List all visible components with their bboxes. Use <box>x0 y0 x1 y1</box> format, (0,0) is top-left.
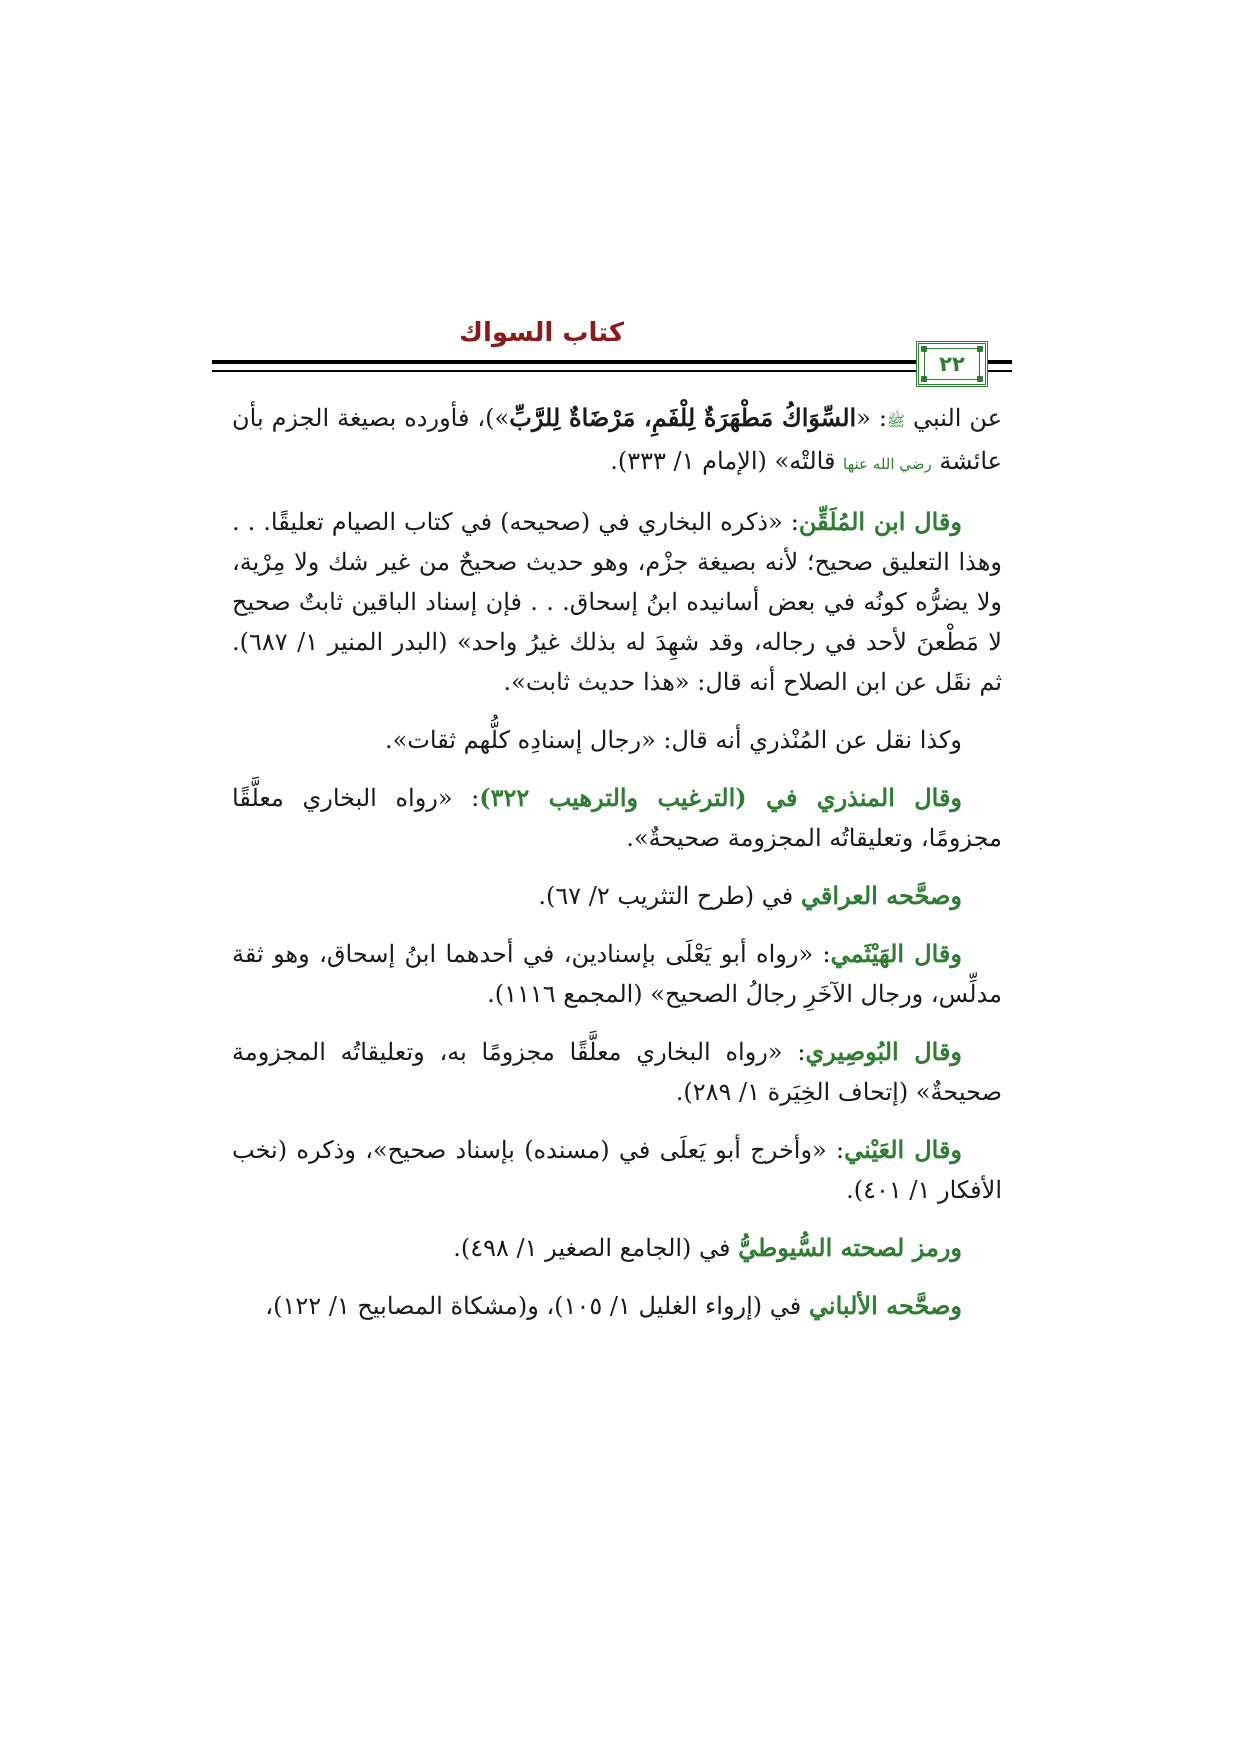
scholar-name: وقال المنذري في (الترغيب والترهيب ٣٢٢) <box>479 783 962 812</box>
paragraph-ibn-mulaqqin: وقال ابن المُلَقِّن: «ذكره البخاري في (صحيحه) في كتاب الصيام تعليقًا. . . وهذا التعليق صحيح؛ لأنه بصيغة جزْم، وهو حديث صحيحٌ من غير شك ولا مِرْية، ولا يضرُّه كونُه في بعض أسانيده ابنُ إسحاق. . . فإن إسناد الباقين ثابتٌ صحيح لا مَطْعنَ لأحد في رجاله، وقد شهِدَ له بذلك غيرُ واحد» (البدر المنير ١/ ٦٨٧). ثم نقَل عن ابن الصلاح أنه قال: «هذا حديث ثابت». <box>232 507 1002 696</box>
paragraph-suyuti: ورمز لصحته السُّيوطيُّ في (الجامع الصغير ١/ ٤٩٨). <box>453 1233 962 1262</box>
paragraph-albani: وصحَّحه الألباني في (إرواء الغليل ١/ ١٠٥)، و(مشكاة المصابيح ١/ ١٢٢)، <box>265 1291 962 1320</box>
scholar-name: وقال العَيْني <box>844 1135 963 1164</box>
paragraph-iraqi: وصحَّحه العراقي في (طرح التثريب ٢/ ٦٧). <box>538 881 962 910</box>
scholar-name: وقال ابن المُلَقِّن <box>798 507 962 536</box>
paragraph-haythami: وقال الهَيْثَمي: «رواه أبو يَعْلَى بإسنادين، في أحدهما ابنُ إسحاق، وهو ثقة مدلِّس، ورجال الآخَرِ رجالُ الصحيح» (المجمع ١١١٦). <box>232 939 1002 1008</box>
paragraph-hadith: عن النبي ﷺ: «السِّوَاكُ مَطْهَرَةٌ لِلْفَمِ، مَرْضَاةٌ لِلرَّبِّ»)، فأورده بصيغة الجزم بأن عائشة رضي الله عنها قالتْه» (الإمام ١/ ٣٣٣). <box>232 403 1003 475</box>
page-number: ٢٢ <box>939 352 965 376</box>
honorific-mark: رضي الله عنها <box>843 455 932 473</box>
scholar-name: ورمز لصحته السُّيوطيُّ <box>738 1233 962 1262</box>
page-number-badge <box>916 341 988 387</box>
header-rule-thick <box>212 360 1012 364</box>
salutation-mark: ﷺ <box>886 412 906 430</box>
paragraph-mundhiri-quote: وكذا نقل عن المُنْذري أنه قال: «رجال إسنادِه كلُّهم ثقات». <box>384 726 962 754</box>
paragraph-busiri: وقال البُوصِيري: «رواه البخاري معلَّقًا مجزومًا به، وتعليقاتُه المجزومة صحيحةٌ» (إتحاف الخِيَرة ١/ ٢٨٩). <box>232 1037 1002 1106</box>
paragraph-mundhiri: وقال المنذري في (الترغيب والترهيب ٣٢٢): «رواه البخاري معلَّقًا مجزومًا، وتعليقاتُه المجزومة صحيحةٌ». <box>232 783 1002 852</box>
page-body <box>232 398 1002 1344</box>
scholar-name: وقال الهَيْثَمي <box>830 939 962 968</box>
book-title: كتاب السواك <box>459 318 624 348</box>
scholar-name: وقال البُوصِيري <box>805 1037 963 1066</box>
page-header <box>212 318 1012 380</box>
paragraph-ayni: وقال العَيْني: «وأخرج أبو يَعلَى في (مسنده) بإسناد صحيح»، وذكره (نخب الأفكار ١/ ٤٠١). <box>232 1135 1002 1204</box>
scholar-name: وصحَّحه الألباني <box>808 1291 962 1320</box>
hadith-text: السِّوَاكُ مَطْهَرَةٌ لِلْفَمِ، مَرْضَاةٌ لِلرَّبِّ <box>509 403 857 432</box>
header-rule-thin <box>212 370 1012 372</box>
scholar-name: وصحَّحه العراقي <box>800 881 962 910</box>
